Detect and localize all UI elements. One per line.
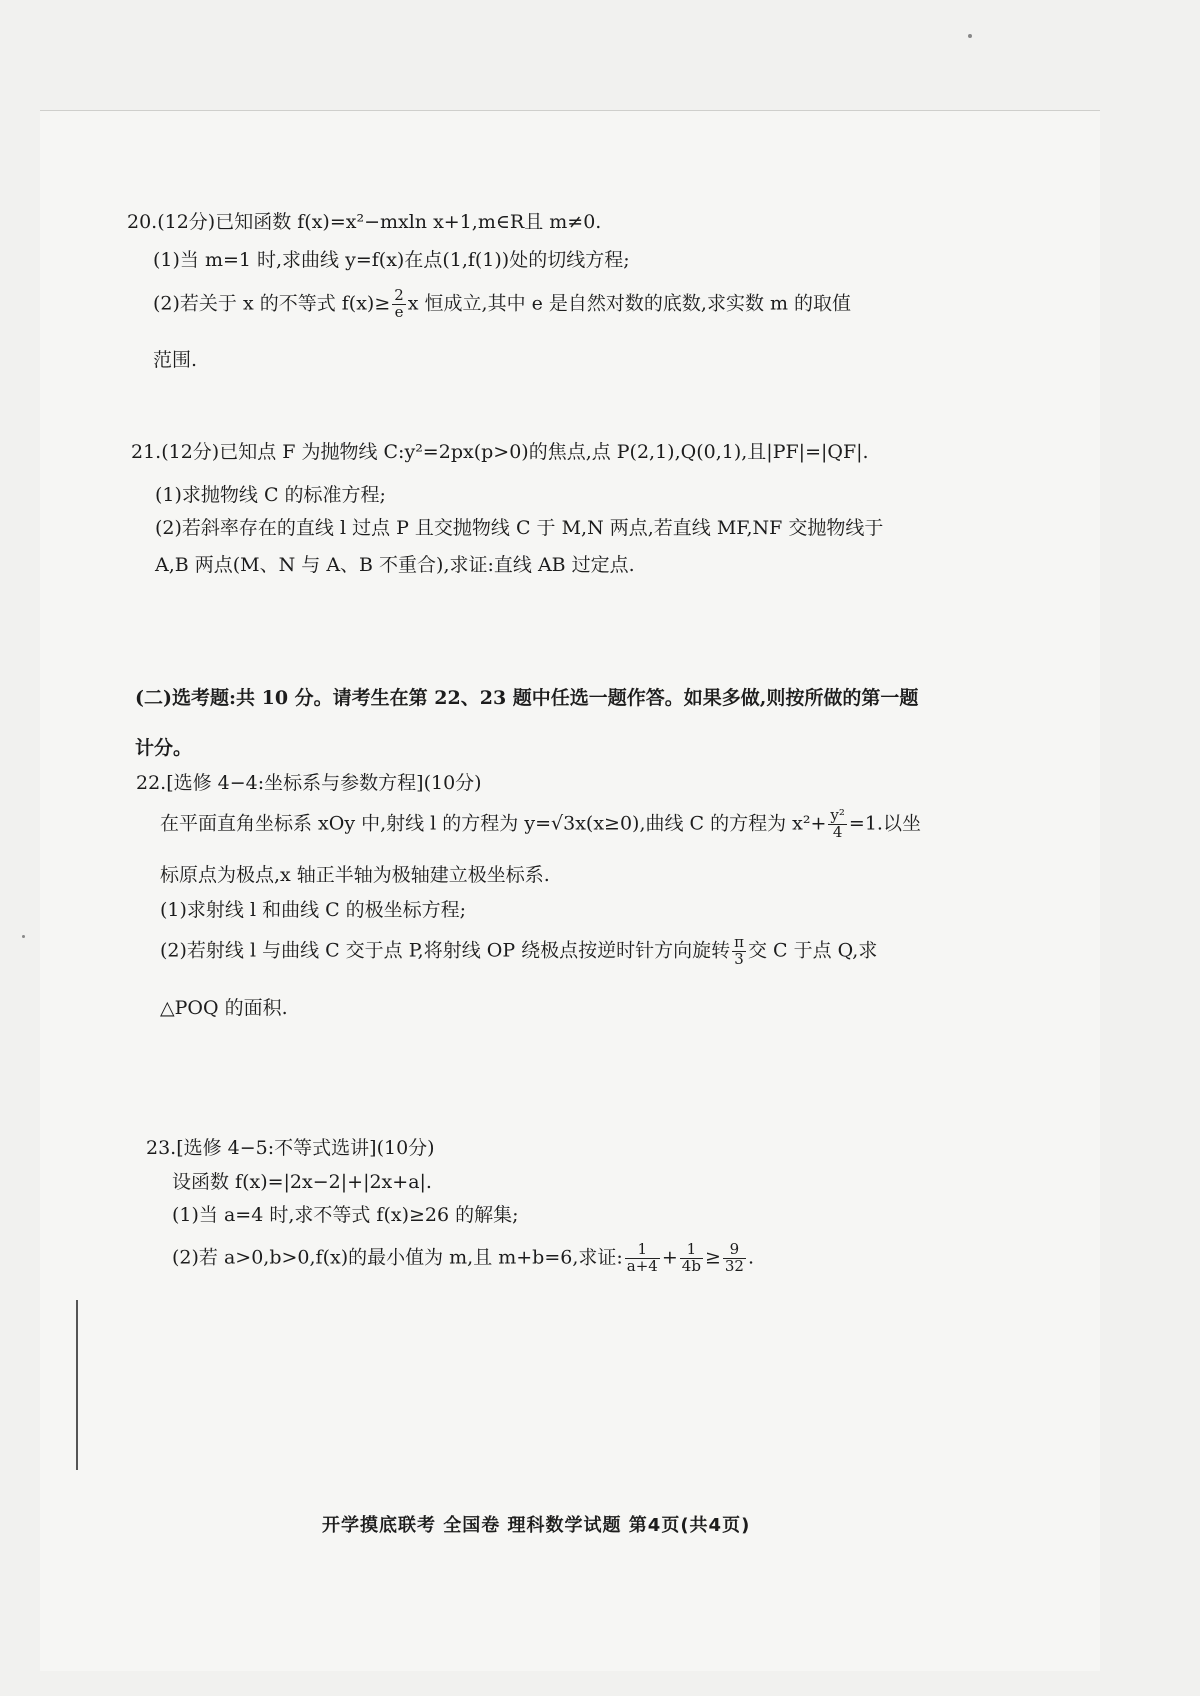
section-heading-cont: 计分。	[135, 737, 193, 759]
q22-line2: 标原点为极点,x 轴正半轴为极轴建立极坐标系.	[160, 864, 550, 886]
q22-angle-fraction	[732, 935, 746, 968]
fraction-denominator: 32	[724, 1256, 744, 1275]
plus-sign: +	[661, 1246, 678, 1269]
q20-part2-text-b: x 恒成立,其中 e 是自然对数的底数,求实数 m 的取值	[407, 292, 852, 315]
exam-page	[40, 110, 1100, 1671]
q23-part2	[172, 1242, 754, 1275]
page-footer: 开学摸底联考 全国卷 理科数学试题 第4页(共4页)	[322, 1515, 751, 1536]
q22-line1-text-b: =1.以坐	[848, 812, 921, 835]
q21-part2: (2)若斜率存在的直线 l 过点 P 且交抛物线 C 于 M,N 两点,若直线 MF,NF 交抛物线于	[155, 517, 884, 539]
fraction-numerator: 2	[394, 286, 404, 304]
page-edge-line	[76, 1300, 78, 1470]
q22-part2-text-a: (2)若射线 l 与曲线 C 交于点 P,将射线 OP 绕极点按逆时针方向旋转	[160, 939, 731, 962]
fraction-numerator: 1	[680, 1242, 703, 1259]
q23-title: 23.[选修 4−5:不等式选讲](10分)	[146, 1137, 435, 1159]
q23-fraction-1	[625, 1242, 660, 1275]
q22-part2	[160, 935, 877, 968]
q23-fraction-2	[680, 1242, 703, 1275]
q20-part2-text-a: (2)若关于 x 的不等式 f(x)≥	[153, 292, 391, 315]
q22-line1	[160, 808, 921, 841]
scan-speck	[22, 935, 25, 938]
fraction-numerator: π	[734, 933, 744, 951]
q21-stem: 21.(12分)已知点 F 为抛物线 C:y²=2px(p>0)的焦点,点 P(2,1),Q(0,1),且|PF|=|QF|.	[131, 441, 869, 463]
q23-stem: 设函数 f(x)=|2x−2|+|2x+a|.	[172, 1171, 432, 1193]
q22-part2-cont: △POQ 的面积.	[160, 997, 288, 1019]
fraction-numerator: y²	[830, 806, 845, 824]
fraction-denominator: 3	[734, 949, 744, 968]
q22-part1: (1)求射线 l 和曲线 C 的极坐标方程;	[160, 899, 467, 921]
scan-speck	[968, 34, 972, 38]
fraction-denominator: 4	[832, 822, 843, 841]
period: .	[747, 1246, 754, 1269]
fraction-denominator: a+4	[626, 1256, 658, 1275]
q22-fraction	[828, 808, 847, 841]
q23-fraction-3	[723, 1242, 746, 1275]
q22-title: 22.[选修 4−4:坐标系与参数方程](10分)	[136, 772, 482, 794]
q20-stem: 20.(12分)已知函数 f(x)=x²−mxln x+1,m∈R且 m≠0.	[127, 211, 602, 233]
geq-sign: ≥	[704, 1246, 721, 1269]
fraction-numerator: 1	[625, 1242, 660, 1259]
q22-part2-text-b: 交 C 于点 Q,求	[748, 939, 878, 962]
q20-fraction	[392, 288, 406, 321]
q22-line1-text-a: 在平面直角坐标系 xOy 中,射线 l 的方程为 y=√3x(x≥0),曲线 C 的方程为 x²+	[160, 812, 827, 835]
q20-part1: (1)当 m=1 时,求曲线 y=f(x)在点(1,f(1))处的切线方程;	[153, 249, 630, 271]
fraction-denominator: e	[394, 302, 404, 321]
q20-part2	[153, 288, 851, 321]
fraction-denominator: 4b	[681, 1256, 701, 1275]
q23-part1: (1)当 a=4 时,求不等式 f(x)≥26 的解集;	[172, 1204, 519, 1226]
q20-part2-cont: 范围.	[153, 349, 198, 371]
section-heading: (二)选考题:共 10 分。请考生在第 22、23 题中任选一题作答。如果多做,则按所做的第一题	[135, 687, 919, 709]
fraction-numerator: 9	[723, 1242, 746, 1259]
q21-part2-cont: A,B 两点(M、N 与 A、B 不重合),求证:直线 AB 过定点.	[155, 554, 635, 576]
q23-part2-text: (2)若 a>0,b>0,f(x)的最小值为 m,且 m+b=6,求证:	[172, 1246, 623, 1269]
q21-part1: (1)求抛物线 C 的标准方程;	[155, 484, 386, 506]
